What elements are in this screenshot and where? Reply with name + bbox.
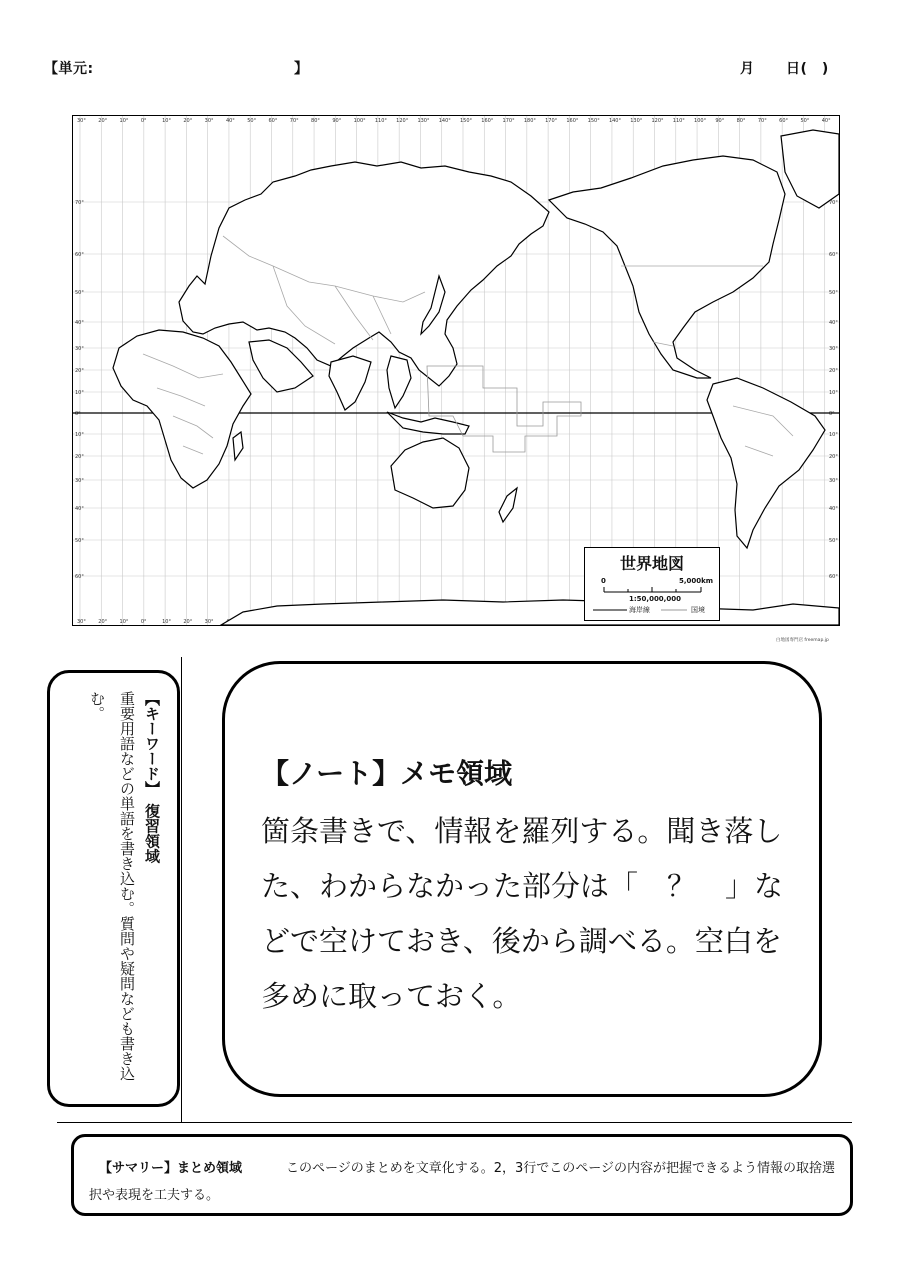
longitude-tick-label: 30° <box>77 118 86 124</box>
longitude-tick-label: 60° <box>268 118 278 124</box>
latitude-tick-label: 10° <box>75 390 84 396</box>
world-map <box>72 115 840 626</box>
longitude-tick-label: 10° <box>119 619 129 625</box>
longitude-tick-label: 180° <box>523 118 536 124</box>
longitude-tick-label: 80° <box>736 118 746 124</box>
map-legend <box>584 547 720 621</box>
unit-bracket-close: 】 <box>294 61 309 77</box>
longitude-tick-label: 140° <box>608 118 621 124</box>
land-south-america <box>707 378 825 548</box>
scale-ratio: 1:50,000,000 <box>629 595 681 603</box>
note-body: 箇条書きで、情報を羅列する。聞き落した、わからなかった部分は「 ？ 」などで空けておき、後から調べる。空白を多めに取っておく。 <box>261 814 784 1013</box>
longitude-tick-label: 20° <box>183 619 193 625</box>
longitude-tick-label: 170° <box>545 118 558 124</box>
coastline-key <box>593 607 627 613</box>
map-credit: 白地図専門店 freemap.jp <box>776 638 829 643</box>
longitude-tick-label: 30° <box>204 619 214 625</box>
latitude-tick-label: 30° <box>75 346 84 352</box>
pacific-eez-outlines <box>427 366 581 452</box>
land-se-asia <box>387 356 411 408</box>
latitude-tick-label: 40° <box>829 320 838 326</box>
longitude-tick-label: 70° <box>289 118 299 124</box>
summary-text <box>89 1155 844 1209</box>
latitude-tick-label: 60° <box>829 574 838 580</box>
vertical-divider <box>181 657 182 1123</box>
longitude-tick-label: 80° <box>311 118 320 124</box>
latitude-tick-label: 70° <box>75 200 84 206</box>
summary-box[interactable] <box>71 1134 853 1216</box>
unit-label: 【単元: <box>44 61 94 77</box>
latitude-tick-label: 30° <box>75 478 84 484</box>
coastline-label: 海岸線 <box>629 606 650 614</box>
longitude-tick-label: 10° <box>162 619 171 625</box>
latitude-tick-label: 10° <box>829 390 838 396</box>
horizontal-divider <box>57 1122 852 1123</box>
latitude-tick-label: 40° <box>75 506 84 512</box>
longitude-tick-label: 40° <box>225 118 235 124</box>
longitude-tick-label: 90° <box>332 118 342 124</box>
longitude-tick-label: 10° <box>119 118 129 124</box>
latitude-tick-label: 0° <box>829 411 835 417</box>
keyword-heading: 【キーワード】 復習領域 <box>143 691 161 864</box>
latitude-tick-label: 60° <box>75 252 84 258</box>
latitude-tick-label: 10° <box>75 432 84 438</box>
latitude-tick-label: 30° <box>829 346 838 352</box>
longitude-tick-label: 120° <box>396 118 409 124</box>
longitude-tick-label: 70° <box>757 118 767 124</box>
land-greenland <box>781 130 839 208</box>
longitude-tick-label: 130° <box>417 118 430 124</box>
summary-body: このページのまとめを文章化する。2，3行でこのページの内容が把握できるよう情報の取捨選択や表現を工夫する。 <box>89 1161 836 1203</box>
longitude-tick-label: 60° <box>779 118 789 124</box>
longitude-tick-label: 170° <box>502 118 515 124</box>
longitude-tick-label: 20° <box>98 118 108 124</box>
latitude-tick-label: 20° <box>75 368 84 374</box>
longitude-tick-label: 130° <box>630 118 643 124</box>
land-europe-asia <box>179 162 549 386</box>
longitude-tick-label: 50° <box>247 118 257 124</box>
month-label: 月 <box>740 61 755 77</box>
longitude-tick-label: 30° <box>77 619 86 625</box>
border-key <box>661 607 687 613</box>
longitude-tick-label: 110° <box>672 118 685 124</box>
keyword-box[interactable] <box>47 670 180 1107</box>
land-antarctica <box>221 600 839 625</box>
longitude-tick-label: 90° <box>715 118 725 124</box>
longitude-tick-label: 30° <box>204 118 214 124</box>
map-title: 世界地図 <box>619 554 684 573</box>
longitude-tick-label: 150° <box>587 118 600 124</box>
longitude-tick-label: 140° <box>438 118 451 124</box>
longitude-tick-label: 40° <box>821 118 831 124</box>
scale-zero: 0 <box>601 577 606 585</box>
longitude-tick-label: 0° <box>140 619 147 625</box>
latitude-tick-label: 60° <box>829 252 838 258</box>
longitude-tick-label: 150° <box>460 118 473 124</box>
latitude-tick-label: 40° <box>829 506 838 512</box>
latitude-tick-label: 50° <box>829 290 838 296</box>
latitude-tick-label: 50° <box>75 290 84 296</box>
note-title: 【ノート】メモ領域 <box>261 757 513 790</box>
day-label: 日( ) <box>786 61 829 77</box>
latitude-tick-label: 10° <box>829 432 838 438</box>
longitude-tick-label: 20° <box>98 619 108 625</box>
land-africa <box>113 330 251 488</box>
latitude-tick-label: 40° <box>75 320 84 326</box>
latitude-tick-label: 20° <box>829 454 838 460</box>
longitude-tick-label: 100° <box>353 118 366 124</box>
latitude-tick-label: 20° <box>829 368 838 374</box>
latitude-tick-label: 50° <box>829 538 838 544</box>
land-australia <box>391 438 469 508</box>
longitude-tick-label: 20° <box>183 118 193 124</box>
border-label: 国境 <box>691 606 705 614</box>
keyword-description: 重要用語などの単語を書き込む。質問や疑問なども書き込む。 <box>88 691 136 1081</box>
note-box[interactable] <box>222 661 822 1097</box>
longitude-tick-label: 120° <box>651 118 664 124</box>
scale-bar <box>603 586 703 594</box>
latitude-tick-label: 50° <box>75 538 84 544</box>
longitude-tick-label: 100° <box>694 118 707 124</box>
world-map-svg <box>73 116 839 625</box>
longitude-tick-label: 160° <box>566 118 579 124</box>
longitude-tick-label: 160° <box>481 118 494 124</box>
latitude-tick-label: 0° <box>75 411 81 417</box>
longitude-tick-label: 0° <box>140 118 147 124</box>
longitude-tick-label: 50° <box>800 118 810 124</box>
scale-km: 5,000km <box>679 577 714 585</box>
summary-title: 【サマリー】まとめ領域 <box>99 1161 243 1176</box>
latitude-tick-label: 70° <box>829 200 838 206</box>
land-new-zealand <box>499 488 517 522</box>
latitude-tick-label: 20° <box>75 454 84 460</box>
longitude-tick-label: 110° <box>374 118 387 124</box>
latitude-tick-label: 60° <box>75 574 84 580</box>
latitude-tick-label: 30° <box>829 478 838 484</box>
longitude-tick-label: 10° <box>162 118 171 124</box>
